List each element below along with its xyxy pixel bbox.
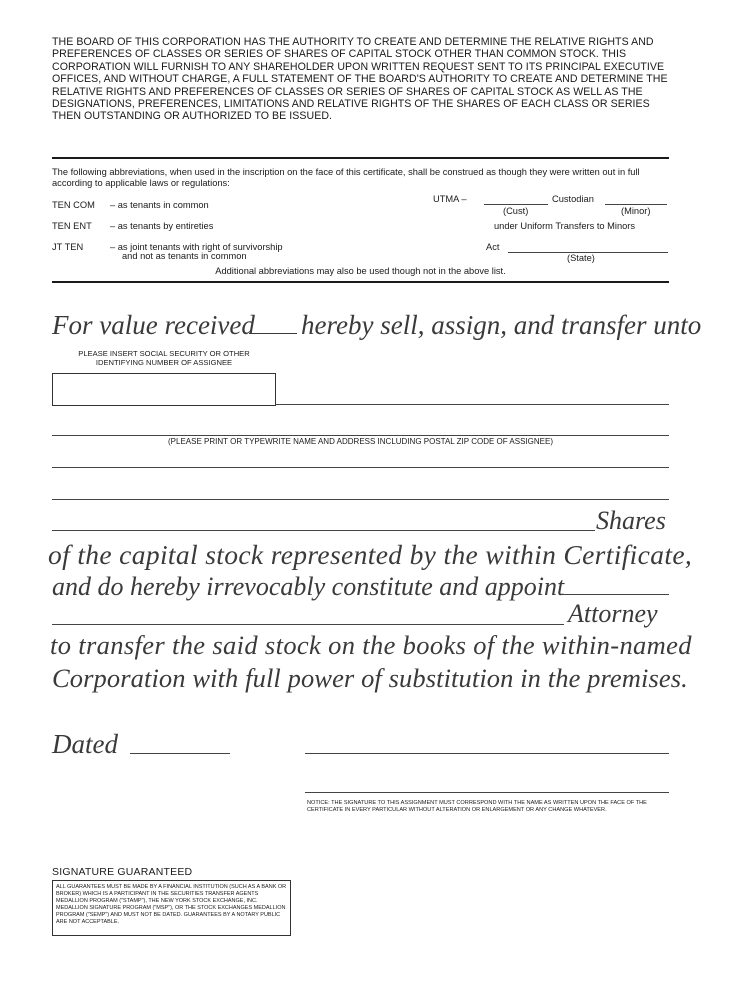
utma-cust-line	[484, 204, 548, 205]
assignee-line-1[interactable]	[275, 404, 669, 405]
name-address-label: (PLEASE PRINT OR TYPEWRITE NAME AND ADDRESS INCLUDING POSTAL ZIP CODE OF ASSIGNEE)	[168, 437, 553, 446]
ten-ent-code: TEN ENT	[52, 221, 92, 231]
uniform-transfers-label: under Uniform Transfers to Minors	[494, 221, 636, 231]
assignee-line-3[interactable]	[52, 467, 669, 468]
guarantee-text: ALL GUARANTEES MUST BE MADE BY A FINANCIAL INSTITUTION (SUCH AS A BANK OR BROKER) WHICH IS A PARTICIPANT IN THE SECURITIES TRANSFER AGENTS MEDALLION PROGRAM ("STAMP"), THE NEW YORK STOCK EXCHANGE, INC. MEDALLION SIGNATURE PROGRAM ("MSP"), OR THE STOCK EXCHANGES MEDALLION PROGRAM ("SEMP") AND MUST NOT BE DATED. GUARANTEES BY A NOTARY PUBLIC ARE NOT ACCEPTABLE.	[56, 884, 287, 925]
signature-notice: NOTICE: THE SIGNATURE TO THIS ASSIGNMENT MUST CORRESPOND WITH THE NAME AS WRITTEN UPON THE FACE OF THE CERTIFICATE IN EVERY PARTICULAR WITHOUT ALTERATION OR ENLARGEMENT OR ANY CHANGE WHATEVER.	[307, 800, 647, 813]
transfer-books-line: to transfer the said stock on the books of the within-named	[50, 630, 692, 660]
jt-ten-code: JT TEN	[52, 242, 84, 252]
for-value-received-text: For value received	[52, 310, 255, 340]
ssn-input-box[interactable]	[52, 373, 276, 406]
irrevocably-appoint-line: and do hereby irrevocably constitute and appoint	[52, 572, 565, 601]
signature-guaranteed-title: SIGNATURE GUARANTEED	[52, 866, 193, 878]
custodian-label: Custodian	[552, 194, 594, 204]
sell-assign-transfer-text: hereby sell, assign, and transfer unto	[301, 310, 702, 340]
attorney-word: Attorney	[568, 599, 658, 628]
ten-ent-text: – as tenants by entireties	[110, 221, 214, 231]
assignor-count-line	[249, 333, 297, 334]
cust-label: (Cust)	[503, 206, 529, 216]
utma-label: UTMA –	[433, 194, 467, 204]
ten-com-text: – as tenants in common	[110, 200, 209, 210]
date-line[interactable]	[130, 753, 230, 754]
appointee-line-a[interactable]	[562, 594, 669, 595]
guarantee-box	[52, 880, 291, 936]
ten-com-code: TEN COM	[52, 200, 95, 210]
ssn-label: PLEASE INSERT SOCIAL SECURITY OR OTHER IDENTIFYING NUMBER OF ASSIGNEE	[78, 349, 250, 367]
additional-abbreviations-note: Additional abbreviations may also be used though not in the above list.	[215, 266, 506, 276]
board-authority-notice: THE BOARD OF THIS CORPORATION HAS THE AUTHORITY TO CREATE AND DETERMINE THE RELATIVE RIGHTS AND PREFERENCES OF CLASSES OR SERIES OF SHARES OF CAPITAL STOCK OTHER THAN COMMON STOCK. THIS CORPORATION WILL FURNISH TO ANY SHAREHOLDER UPON WRITTEN REQUEST SENT TO ITS PRINCIPAL EXECUTIVE OFFICES, AND WITHOUT CHARGE, A FULL STATEMENT OF THE BOARD'S AUTHORITY TO CREATE AND DETERMINE THE RELATIVE RIGHTS AND PREFERENCES OF CLASSES OR SERIES OF SHARES OF CAPITAL STOCK AS WELL AS THE DESIGNATIONS, PREFERENCES, LIMITATIONS AND RELATIVE RIGHTS OF THE SHARES OF EACH CLASS OR SERIES THEN OUTSTANDING OR AUTHORIZED TO BE ISSUED.	[52, 36, 668, 123]
full-power-line: Corporation with full power of substitution in the premises.	[52, 663, 688, 693]
abbreviations-top-rule	[52, 157, 669, 159]
state-label: (State)	[567, 253, 595, 263]
assignee-line-2[interactable]	[52, 435, 669, 436]
shares-count-line[interactable]	[52, 530, 595, 531]
capital-stock-line: of the capital stock represented by the within Certificate,	[48, 539, 693, 570]
minor-label: (Minor)	[621, 206, 651, 216]
jt-ten-text-2: and not as tenants in common	[122, 251, 247, 261]
jt-ten-text-1: – as joint tenants with right of survivorship	[110, 242, 283, 252]
dated-label: Dated	[52, 729, 118, 759]
appointee-line-b[interactable]	[52, 624, 564, 625]
act-label: Act	[486, 242, 500, 252]
utma-minor-line	[605, 204, 667, 205]
shares-word: Shares	[596, 506, 666, 535]
signature-line-2[interactable]	[305, 792, 669, 793]
assignee-line-4[interactable]	[52, 499, 669, 500]
signature-line-1[interactable]	[305, 753, 669, 754]
abbreviations-bottom-rule	[52, 281, 669, 283]
abbreviations-intro: The following abbreviations, when used in the inscription on the face of this certificate, shall be construed as though they were written out in full according to applicable laws or regulations:	[52, 167, 640, 188]
